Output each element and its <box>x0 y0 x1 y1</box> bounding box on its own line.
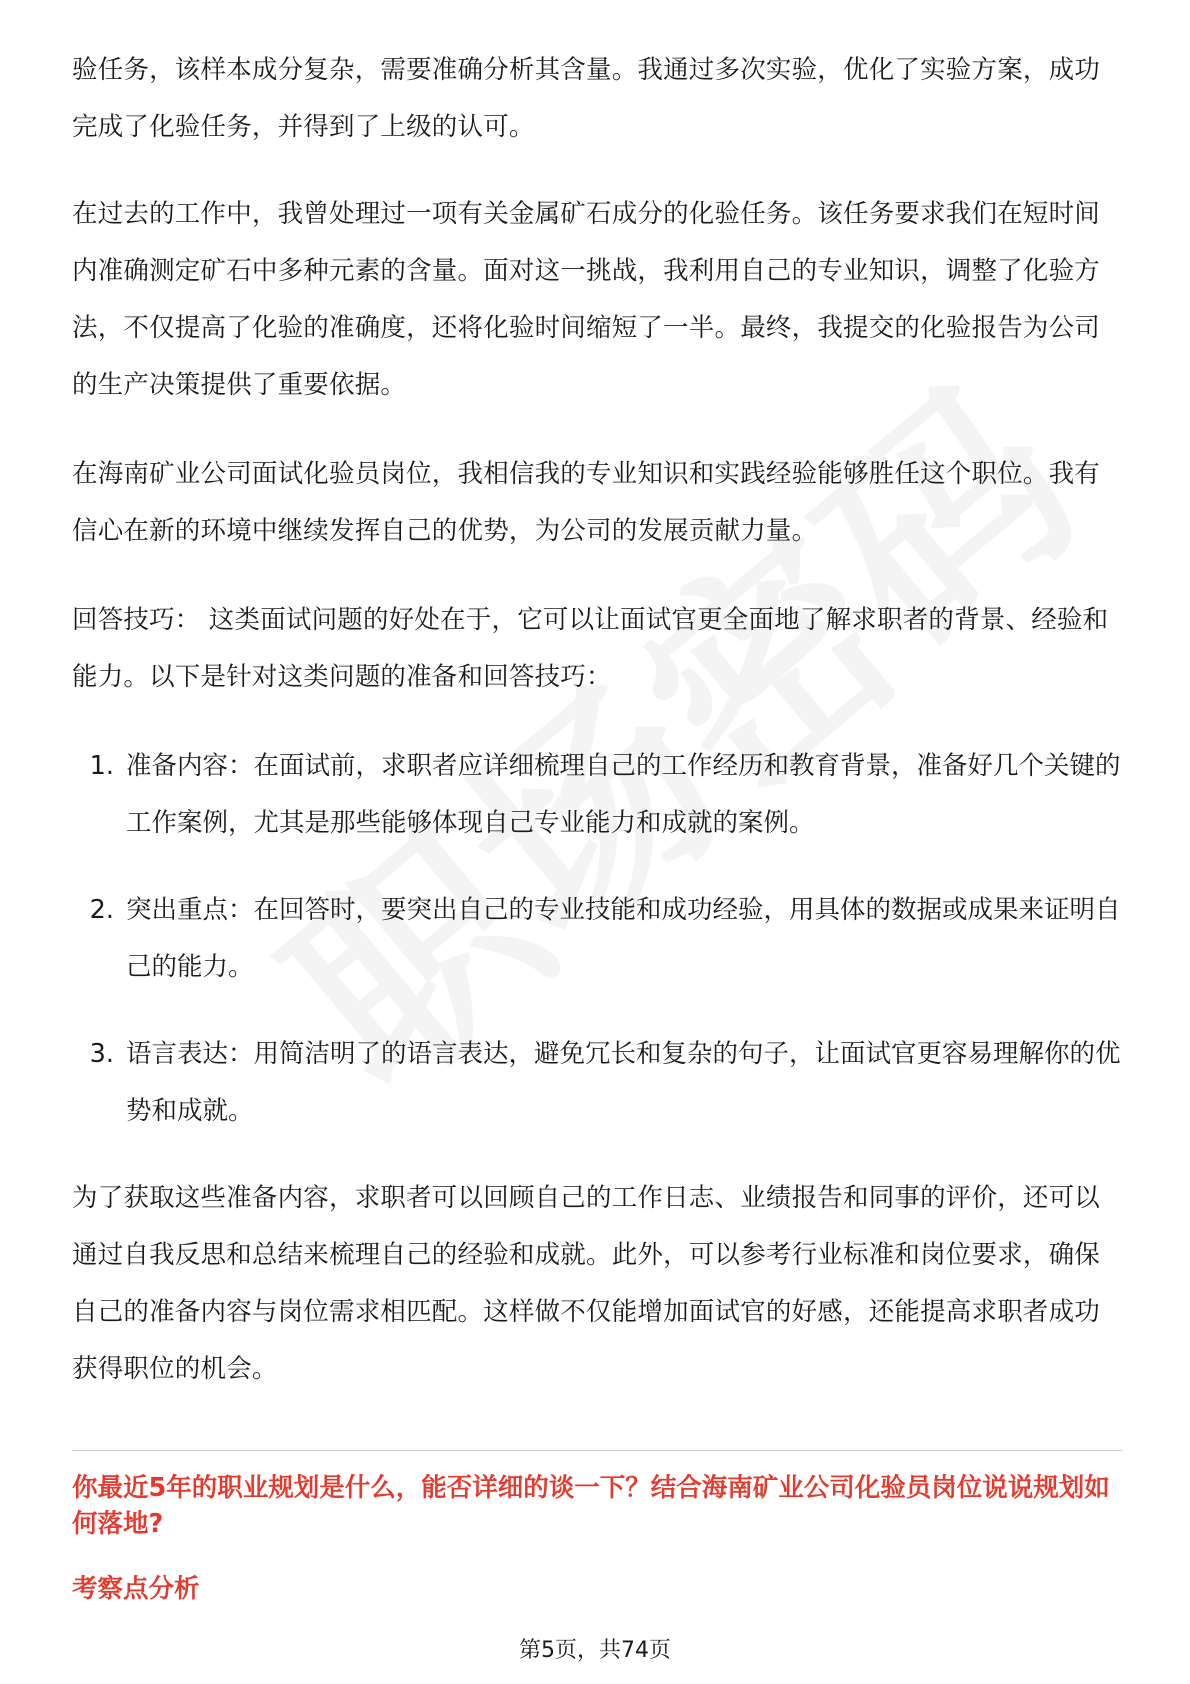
closing-paragraph: 为了获取这些准备内容，求职者可以回顾自己的工作日志、业绩报告和同事的评价，还可以通过自我反思和总结来梳理自己的经验和成就。此外，可以参考行业标准和岗位要求，确保自己的准备内容与岗位需求相匹配。这样做不仅能增加面试官的好感，还能提高求职者成功获得职位的机会。 <box>72 1183 1101 1384</box>
list-item <box>72 738 1122 852</box>
list-number: 3. <box>89 1039 114 1069</box>
paragraph: 在过去的工作中，我曾处理过一项有关金属矿石成分的化验任务。该任务要求我们在短时间内准确测定矿石中多种元素的含量。面对这一挑战，我利用自己的专业知识，调整了化验方法，不仅提高了化验的准确度，还将化验时间缩短了一半。最终，我提交的化验报告为公司的生产决策提供了重要依据。 <box>72 199 1101 400</box>
section-title: 考察点分析 <box>72 1574 200 1604</box>
list-item <box>72 882 1122 996</box>
document-body <box>72 42 1122 1430</box>
page-footer: 第5页，共74页 <box>519 1638 671 1663</box>
list-text: 突出重点：在回答时，要突出自己的专业技能和成功经验，用具体的数据或成果来证明自己的能力。 <box>126 895 1121 982</box>
section-divider <box>72 1450 1122 1451</box>
paragraph: 在海南矿业公司面试化验员岗位，我相信我的专业知识和实践经验能够胜任这个职位。我有信心在新的环境中继续发挥自己的优势，为公司的发展贡献力量。 <box>72 459 1101 546</box>
list-number: 2. <box>89 895 114 925</box>
list-item <box>72 1026 1122 1140</box>
paragraph: 验任务，该样本成分复杂，需要准确分析其含量。我通过多次实验，优化了实验方案，成功完成了化验任务，并得到了上级的认可。 <box>72 55 1101 142</box>
list-text: 准备内容：在面试前，求职者应详细梳理自己的工作经历和教育背景，准备好几个关键的工作案例，尤其是那些能够体现自己专业能力和成就的案例。 <box>126 751 1121 838</box>
list-number: 1. <box>89 751 114 781</box>
list-text: 语言表达：用简洁明了的语言表达，避免冗长和复杂的句子，让面试官更容易理解你的优势和成就。 <box>126 1039 1121 1126</box>
interview-question: 你最近5年的职业规划是什么，能否详细的谈一下？结合海南矿业公司化验员岗位说说规划如何落地? <box>72 1473 1110 1539</box>
tips-list <box>72 738 1122 1140</box>
answer-tips-paragraph: 回答技巧： 这类面试问题的好处在于，它可以让面试官更全面地了解求职者的背景、经验和能力。以下是针对这类问题的准备和回答技巧： <box>72 605 1109 692</box>
